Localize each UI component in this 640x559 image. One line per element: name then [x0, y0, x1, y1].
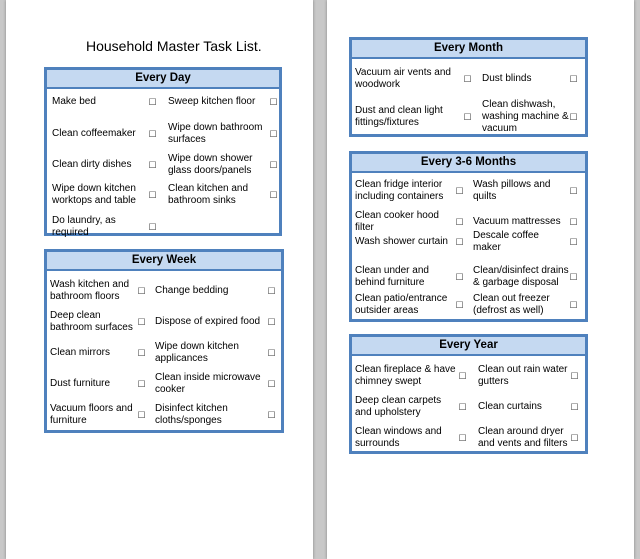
every-week-header: Every Week — [47, 252, 281, 271]
task-item — [482, 65, 578, 93]
task-item — [355, 291, 464, 319]
task-item — [478, 424, 579, 452]
task-item — [155, 277, 276, 305]
task-label: Wash pillows and quilts — [473, 179, 551, 202]
task-label: Clean fireplace & have chimney swept — [355, 364, 456, 387]
task-item — [355, 65, 472, 93]
every-day-header: Every Day — [47, 70, 279, 89]
task-checkbox[interactable]: ☐ — [269, 129, 278, 139]
task-checkbox[interactable]: ☐ — [267, 410, 276, 420]
task-label: Clean/disinfect drains & garbage disposal — [473, 265, 569, 288]
task-checkbox[interactable]: ☐ — [463, 74, 472, 84]
task-item — [355, 208, 464, 236]
every-year-header: Every Year — [352, 337, 585, 356]
task-item — [355, 96, 472, 138]
task-label: Clean kitchen and bathroom sinks — [168, 183, 249, 206]
task-label: Clean under and behind furniture — [355, 265, 429, 288]
every-year-box — [349, 334, 588, 454]
task-checkbox[interactable]: ☐ — [569, 186, 578, 196]
task-item — [168, 95, 278, 109]
task-checkbox[interactable]: ☐ — [458, 371, 467, 381]
every-month-box — [349, 37, 588, 137]
every-3-6-months-header: Every 3-6 Months — [352, 154, 585, 173]
task-label: Wipe down bathroom surfaces — [168, 122, 263, 145]
task-checkbox[interactable]: ☐ — [455, 300, 464, 310]
task-label: Vacuum air vents and woodwork — [355, 67, 451, 90]
task-checkbox[interactable]: ☐ — [148, 97, 157, 107]
task-label: Sweep kitchen floor — [168, 96, 256, 107]
task-label: Clean cooker hood filter — [355, 210, 439, 233]
task-label: Clean dishwash, washing machine & vacuum — [482, 99, 569, 134]
task-label: Vacuum mattresses — [473, 216, 561, 227]
task-label: Change bedding — [155, 285, 229, 296]
task-item — [50, 308, 146, 336]
task-checkbox[interactable]: ☐ — [569, 112, 578, 122]
task-checkbox[interactable]: ☐ — [267, 379, 276, 389]
task-item — [482, 96, 578, 138]
task-label: Wipe down kitchen worktops and table — [52, 183, 136, 206]
task-item — [473, 177, 578, 205]
every-3-6-months-box — [349, 151, 588, 322]
left-page — [6, 0, 313, 559]
task-checkbox[interactable]: ☐ — [148, 190, 157, 200]
task-checkbox[interactable]: ☐ — [569, 217, 578, 227]
task-checkbox[interactable]: ☐ — [137, 379, 146, 389]
every-day-box — [44, 67, 282, 236]
task-label: Wipe down shower glass doors/panels — [168, 153, 253, 176]
task-label: Make bed — [52, 96, 96, 107]
task-item — [52, 151, 157, 179]
task-item — [52, 120, 157, 148]
task-item — [50, 370, 146, 398]
task-checkbox[interactable]: ☐ — [148, 160, 157, 170]
task-label: Clean coffeemaker — [52, 128, 136, 139]
task-checkbox[interactable]: ☐ — [148, 222, 157, 232]
task-label: Clean patio/entrance outsider areas — [355, 293, 448, 316]
task-item — [473, 230, 578, 253]
task-checkbox[interactable]: ☐ — [137, 348, 146, 358]
task-item — [478, 393, 579, 421]
task-item — [50, 277, 146, 305]
task-label: Vacuum floors and furniture — [50, 403, 133, 426]
task-item — [155, 339, 276, 367]
task-checkbox[interactable]: ☐ — [569, 272, 578, 282]
task-label: Dust blinds — [482, 73, 532, 84]
task-checkbox[interactable]: ☐ — [455, 186, 464, 196]
task-checkbox[interactable]: ☐ — [455, 217, 464, 227]
task-item — [355, 362, 467, 390]
task-item — [355, 263, 464, 291]
task-checkbox[interactable]: ☐ — [137, 317, 146, 327]
task-label: Clean out rain water gutters — [478, 364, 568, 387]
task-checkbox[interactable]: ☐ — [569, 237, 578, 247]
task-item — [355, 393, 467, 421]
task-label: Wash shower curtain — [355, 236, 448, 247]
task-item — [473, 263, 578, 291]
task-checkbox[interactable]: ☐ — [267, 317, 276, 327]
task-item — [52, 213, 157, 241]
task-label: Clean dirty dishes — [52, 159, 132, 170]
task-checkbox[interactable]: ☐ — [458, 433, 467, 443]
task-checkbox[interactable]: ☐ — [463, 112, 472, 122]
task-label: Deep clean bathroom surfaces — [50, 310, 133, 333]
task-item — [355, 235, 464, 249]
right-page — [327, 0, 634, 559]
task-checkbox[interactable]: ☐ — [569, 300, 578, 310]
task-label: Wipe down kitchen applicances — [155, 341, 239, 364]
task-checkbox[interactable]: ☐ — [458, 402, 467, 412]
task-item — [168, 151, 278, 179]
task-item — [168, 181, 278, 209]
task-checkbox[interactable]: ☐ — [569, 74, 578, 84]
task-label: Clean mirrors — [50, 347, 111, 358]
task-label: Clean curtains — [478, 401, 542, 412]
task-label: Wash kitchen and bathroom floors — [50, 279, 130, 302]
task-checkbox[interactable]: ☐ — [455, 272, 464, 282]
task-item — [355, 177, 464, 205]
task-item — [478, 362, 579, 390]
every-week-box — [44, 249, 284, 433]
task-label: Dust furniture — [50, 378, 111, 389]
task-item — [155, 308, 276, 336]
task-checkbox[interactable]: ☐ — [570, 371, 579, 381]
task-label: Do laundry, as required — [52, 215, 116, 238]
task-checkbox[interactable]: ☐ — [455, 237, 464, 247]
task-label: Deep clean carpets and upholstery — [355, 395, 442, 418]
task-checkbox[interactable]: ☐ — [137, 410, 146, 420]
task-label: Dust and clean light fittings/fixtures — [355, 105, 443, 128]
document-title: Household Master Task List. — [86, 38, 262, 54]
task-checkbox[interactable]: ☐ — [269, 160, 278, 170]
task-item — [52, 181, 157, 209]
task-label: Clean out freezer (defrost as well) — [473, 293, 550, 316]
task-label: Clean fridge interior including containers — [355, 179, 444, 202]
task-item — [50, 339, 146, 367]
task-checkbox[interactable]: ☐ — [269, 190, 278, 200]
task-item — [50, 401, 146, 429]
task-item — [355, 424, 467, 452]
task-item — [155, 370, 276, 398]
task-item — [155, 401, 276, 429]
task-label: Dispose of expired food — [155, 316, 261, 327]
task-label: Clean windows and surrounds — [355, 426, 442, 449]
task-checkbox[interactable]: ☐ — [570, 402, 579, 412]
task-checkbox[interactable]: ☐ — [137, 286, 146, 296]
task-checkbox[interactable]: ☐ — [570, 433, 579, 443]
task-item — [473, 291, 578, 319]
task-item — [168, 120, 278, 148]
task-label: Disinfect kitchen cloths/sponges — [155, 403, 228, 426]
task-checkbox[interactable]: ☐ — [269, 97, 278, 107]
task-checkbox[interactable]: ☐ — [148, 129, 157, 139]
task-label: Clean inside microwave cooker — [155, 372, 261, 395]
every-month-header: Every Month — [352, 40, 585, 59]
task-label: Clean around dryer and vents and filters — [478, 426, 568, 449]
task-checkbox[interactable]: ☐ — [267, 348, 276, 358]
task-label: Descale coffee maker — [473, 230, 539, 253]
task-item — [52, 95, 157, 109]
task-checkbox[interactable]: ☐ — [267, 286, 276, 296]
